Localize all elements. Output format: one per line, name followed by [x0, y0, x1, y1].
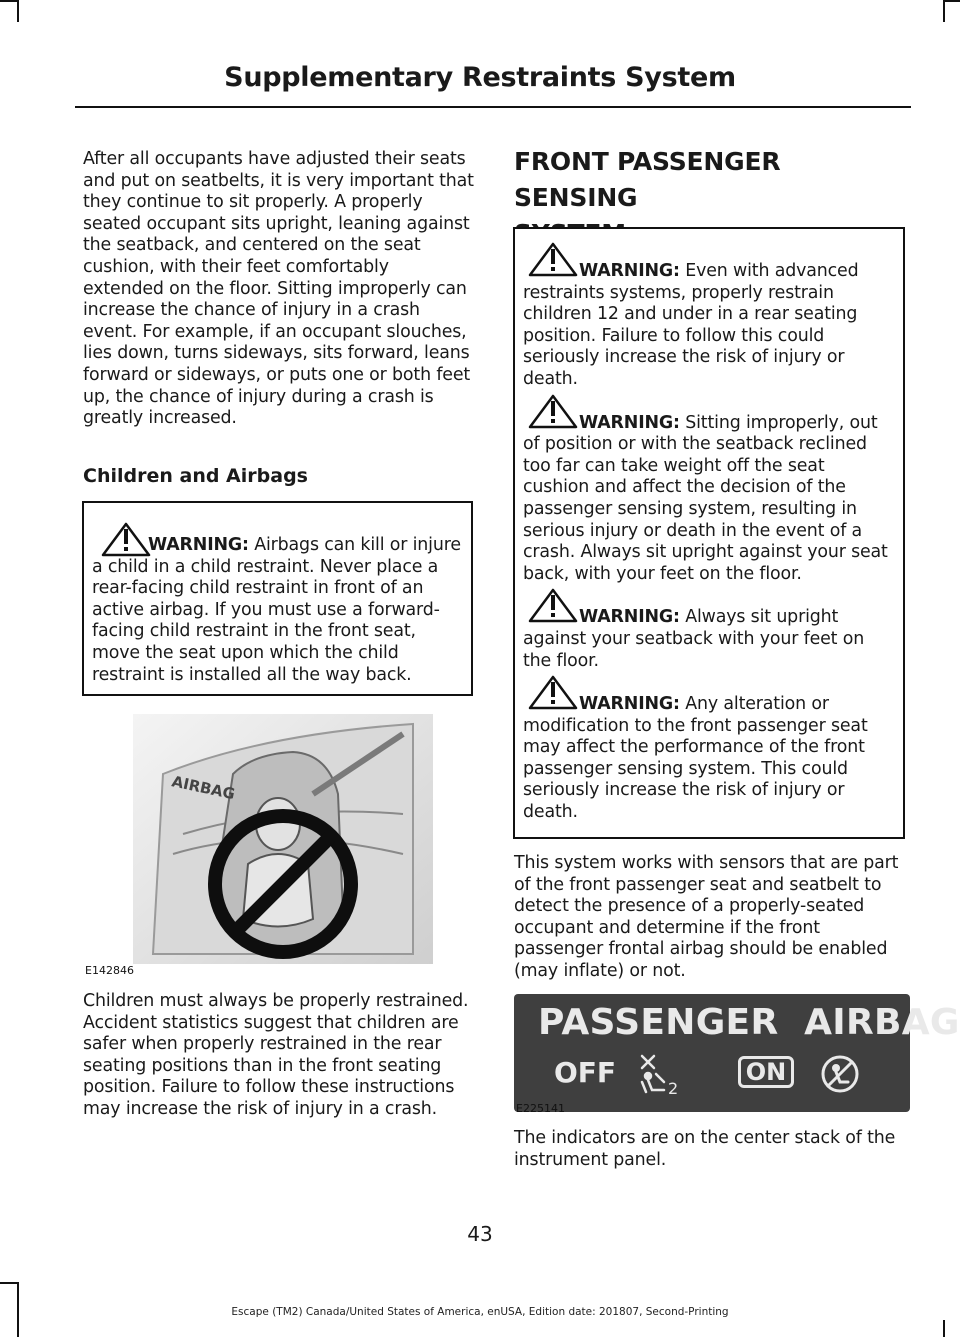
warning-label: WARNING: [579, 694, 680, 715]
passenger-airbag-indicator-panel [514, 994, 960, 1112]
page-header-title: Supplementary Restraints System [224, 62, 736, 93]
passenger-warnings-box [513, 227, 905, 839]
system-paragraph: This system works with sensors that are part of the front passenger seat and seatbelt to detect the presence of a properly-seated occupant and determine if the front passenger frontal airbag should be enabled (may inflate) or not. [514, 853, 899, 981]
figure-id: E142846 [85, 964, 134, 977]
indicator-paragraph: The indicators are on the center stack of the instrument panel. [514, 1128, 896, 1170]
warning-icon [527, 674, 579, 710]
children-airbags-heading: Children and Airbags [83, 465, 308, 487]
child-warning-box [82, 501, 473, 696]
crop-mark [943, 1320, 945, 1337]
crop-mark [943, 0, 960, 2]
crop-mark [943, 0, 945, 22]
indicator-figure-id: E225141 [516, 1102, 565, 1115]
child-seat-airbag-figure [83, 714, 475, 978]
warning-label: WARNING: [579, 607, 680, 628]
section-title-line1: FRONT PASSENGER SENSING [514, 147, 781, 212]
crop-mark [0, 0, 18, 2]
header-rule [75, 106, 911, 108]
children-airbags-heading-block [83, 464, 475, 488]
indicator-off-label: OFF [554, 1056, 617, 1089]
edition-footer: Escape (TM2) Canada/United States of America, enUSA, Edition date: 201807, Second-Printing [231, 1306, 729, 1318]
warning-label: WARNING: [579, 261, 680, 281]
warning-text: Any alteration or modification to the front passenger seat may affect the performance of the front passenger sensing system. This could seriously increase the risk of injury or death. [523, 694, 868, 823]
indicator-title: PASSENGER AIRBAG [538, 1002, 960, 1043]
crop-mark [17, 0, 19, 22]
indicator-paragraph-block [514, 1128, 910, 1171]
warning-text: Sitting improperly, out of position or with the seatback reclined too far can take weight off the seat cushion and affect the decision of the passenger sensing system, resulting in serious injury or death in the event of a crash. Always sit upright against your seat back, with your feet on the floor. [523, 412, 888, 584]
airbag-off-icon [816, 1052, 866, 1096]
occupant-sensor-icon [634, 1052, 684, 1096]
indicator-subscript: 2 [668, 1079, 679, 1096]
child-seat-illustration [83, 714, 475, 978]
warning-item [523, 607, 895, 672]
system-paragraph-block [514, 853, 910, 983]
indicator-on-label: ON [738, 1056, 794, 1088]
warning-item [523, 261, 895, 391]
warning-item [523, 413, 895, 586]
intro-paragraph: After all occupants have adjusted their seats and put on seatbelts, it is very important that they continue to sit properly. A properly seated occupant sits upright, leaning against the seatback, and centered on the seat cushion, with their feet comfortably extended on the floor. Sitting improperly can increase the chance of injury in a crash event. For example, if an occupant slouches, lies down, turns sideways, sits forward, leans forward or sideways, or puts one or both feet up, the chance of injury during a crash is greatly increased. [83, 149, 474, 429]
crop-mark [0, 1282, 18, 1284]
warning-text: Even with advanced restraints systems, properly restrain children 12 and under in a rear seating position. Failure to follow this could seriously increase the risk of injury or death. [523, 261, 859, 389]
intro-paragraph-block [83, 149, 475, 430]
warning-item [523, 694, 895, 824]
page-number: 43 [467, 1222, 493, 1246]
children-paragraph: Children must always be properly restrained. Accident statistics suggest that children are safer when properly restrained in the rear seating positions than in the front seating position. Failure to follow these instructions may increase the risk of injury in a crash. [83, 991, 469, 1119]
warning-icon [527, 587, 579, 623]
warning-text: Airbags can kill or injure a child in a child restraint. Never place a rear-facing child restraint in front of an active airbag. If you must use a forward-facing child restraint in the front seat, move the seat upon which the child restraint is installed all the way back. [92, 535, 461, 685]
warning-text: Always sit upright against your seatback with your feet on the floor. [523, 607, 865, 671]
warning-icon [527, 393, 579, 429]
child-warning [92, 517, 463, 686]
airbag-figure-label: AIRBAG [170, 772, 237, 804]
children-paragraph-block [83, 991, 475, 1121]
warning-icon [100, 521, 152, 557]
warning-icon [527, 241, 579, 277]
warning-label: WARNING: [148, 535, 249, 555]
warning-label: WARNING: [579, 412, 680, 433]
